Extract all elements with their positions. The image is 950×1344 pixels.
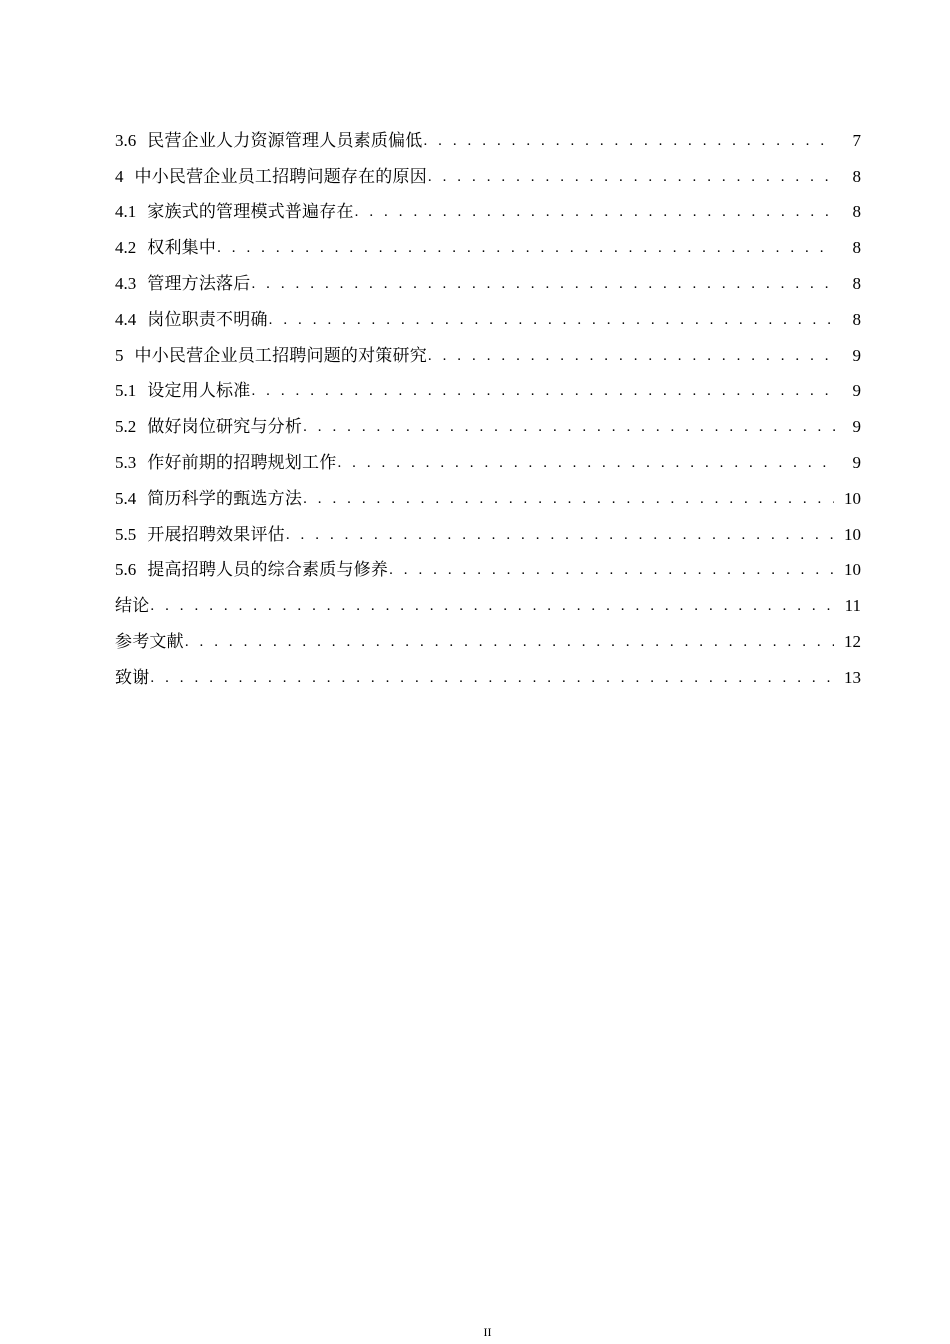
- toc-entry[interactable]: [115, 543, 861, 579]
- toc-entry-number: 4.4: [115, 309, 137, 329]
- toc-entry[interactable]: [115, 220, 861, 256]
- page-number-footer: II: [483, 1325, 492, 1339]
- toc-dot-leader: [336, 456, 835, 471]
- toc-entry-number: 5.5: [115, 524, 137, 544]
- toc-entry-page: 7: [852, 130, 861, 150]
- toc-entry-title: 权利集中: [147, 238, 217, 258]
- toc-dot-leader: [422, 134, 835, 149]
- toc-entry-page: 9: [852, 417, 861, 437]
- toc-entry[interactable]: [115, 471, 861, 507]
- toc-entry-title: 开展招聘效果评估: [147, 524, 285, 544]
- toc-entry-number: 5.3: [115, 452, 137, 472]
- toc-entry-page: 9: [852, 381, 861, 401]
- toc-dot-leader: [268, 313, 835, 328]
- toc-entry-number: 5: [115, 345, 124, 365]
- toc-entry-page: 13: [844, 667, 861, 687]
- toc-entry-page: 9: [852, 452, 861, 472]
- toc-dot-leader: [250, 384, 835, 399]
- toc-entry-page: 10: [844, 524, 861, 544]
- toc-entry[interactable]: [115, 435, 861, 471]
- toc-dot-leader: [302, 420, 835, 435]
- toc-entry-title: 岗位职责不明确: [147, 309, 268, 329]
- toc-entry-page: 8: [852, 273, 861, 293]
- toc-entry[interactable]: [115, 578, 861, 614]
- toc-entry-number: 5.1: [115, 381, 137, 401]
- toc-entry-title: 提高招聘人员的综合素质与修养: [147, 560, 389, 580]
- toc-entry-title: 作好前期的招聘规划工作: [147, 452, 337, 472]
- toc-dot-leader: [184, 635, 834, 650]
- toc-entry-title: 结论: [115, 596, 150, 616]
- toc-entry-number: 5.6: [115, 560, 137, 580]
- toc-entry[interactable]: [115, 399, 861, 435]
- toc-dot-leader: [302, 492, 834, 507]
- toc-entry[interactable]: [115, 507, 861, 543]
- toc-entry[interactable]: [115, 149, 861, 185]
- toc-entry-number: 5.4: [115, 488, 137, 508]
- toc-dot-leader: [250, 277, 835, 292]
- toc-entry-page: 10: [844, 488, 861, 508]
- toc-entry[interactable]: [115, 113, 861, 149]
- toc-entry-page: 11: [844, 596, 861, 616]
- toc-entry-page: 8: [852, 202, 861, 222]
- toc-dot-leader: [285, 528, 834, 543]
- toc-entry-title: 致谢: [115, 667, 150, 687]
- toc-entry-number: 4: [115, 166, 124, 186]
- toc-entry-number: 5.2: [115, 417, 137, 437]
- toc-entry[interactable]: [115, 364, 861, 400]
- toc-entry-number: 3.6: [115, 130, 137, 150]
- toc-entry-title: 中小民营企业员工招聘问题存在的原因: [134, 166, 427, 186]
- toc-dot-leader: [427, 349, 835, 364]
- toc-entry-page: 8: [852, 166, 861, 186]
- toc-entry-number: 4.2: [115, 238, 137, 258]
- toc-entry-title: 中小民营企业员工招聘问题的对策研究: [134, 345, 427, 365]
- toc-dot-leader: [216, 241, 835, 256]
- toc-dot-leader: [354, 205, 835, 220]
- toc-entry[interactable]: [115, 328, 861, 364]
- toc-entry-number: 4.1: [115, 202, 137, 222]
- toc-entry-title: 管理方法落后: [147, 273, 251, 293]
- toc-entry-page: 10: [844, 560, 861, 580]
- toc-entry-title: 民营企业人力资源管理人员素质偏低: [147, 130, 423, 150]
- toc-dot-leader: [427, 170, 835, 185]
- toc-dot-leader: [149, 599, 834, 614]
- toc-entry-title: 参考文献: [115, 631, 184, 651]
- toc-entry-title: 做好岗位研究与分析: [147, 417, 303, 437]
- toc-entry[interactable]: [115, 292, 861, 328]
- toc-entry-title: 设定用人标准: [147, 381, 251, 401]
- toc-entry-title: 家族式的管理模式普遍存在: [147, 202, 354, 222]
- toc-entry[interactable]: [115, 650, 861, 686]
- toc-dot-leader: [149, 671, 834, 686]
- toc-entry-number: 4.3: [115, 273, 137, 293]
- table-of-contents: [115, 113, 861, 686]
- toc-entry[interactable]: [115, 256, 861, 292]
- toc-entry-page: 8: [852, 238, 861, 258]
- toc-entry-page: 8: [852, 309, 861, 329]
- toc-entry-page: 12: [844, 631, 861, 651]
- toc-dot-leader: [388, 563, 834, 578]
- toc-entry-page: 9: [852, 345, 861, 365]
- toc-entry[interactable]: [115, 614, 861, 650]
- toc-entry-title: 简历科学的甄选方法: [147, 488, 303, 508]
- toc-entry[interactable]: [115, 185, 861, 221]
